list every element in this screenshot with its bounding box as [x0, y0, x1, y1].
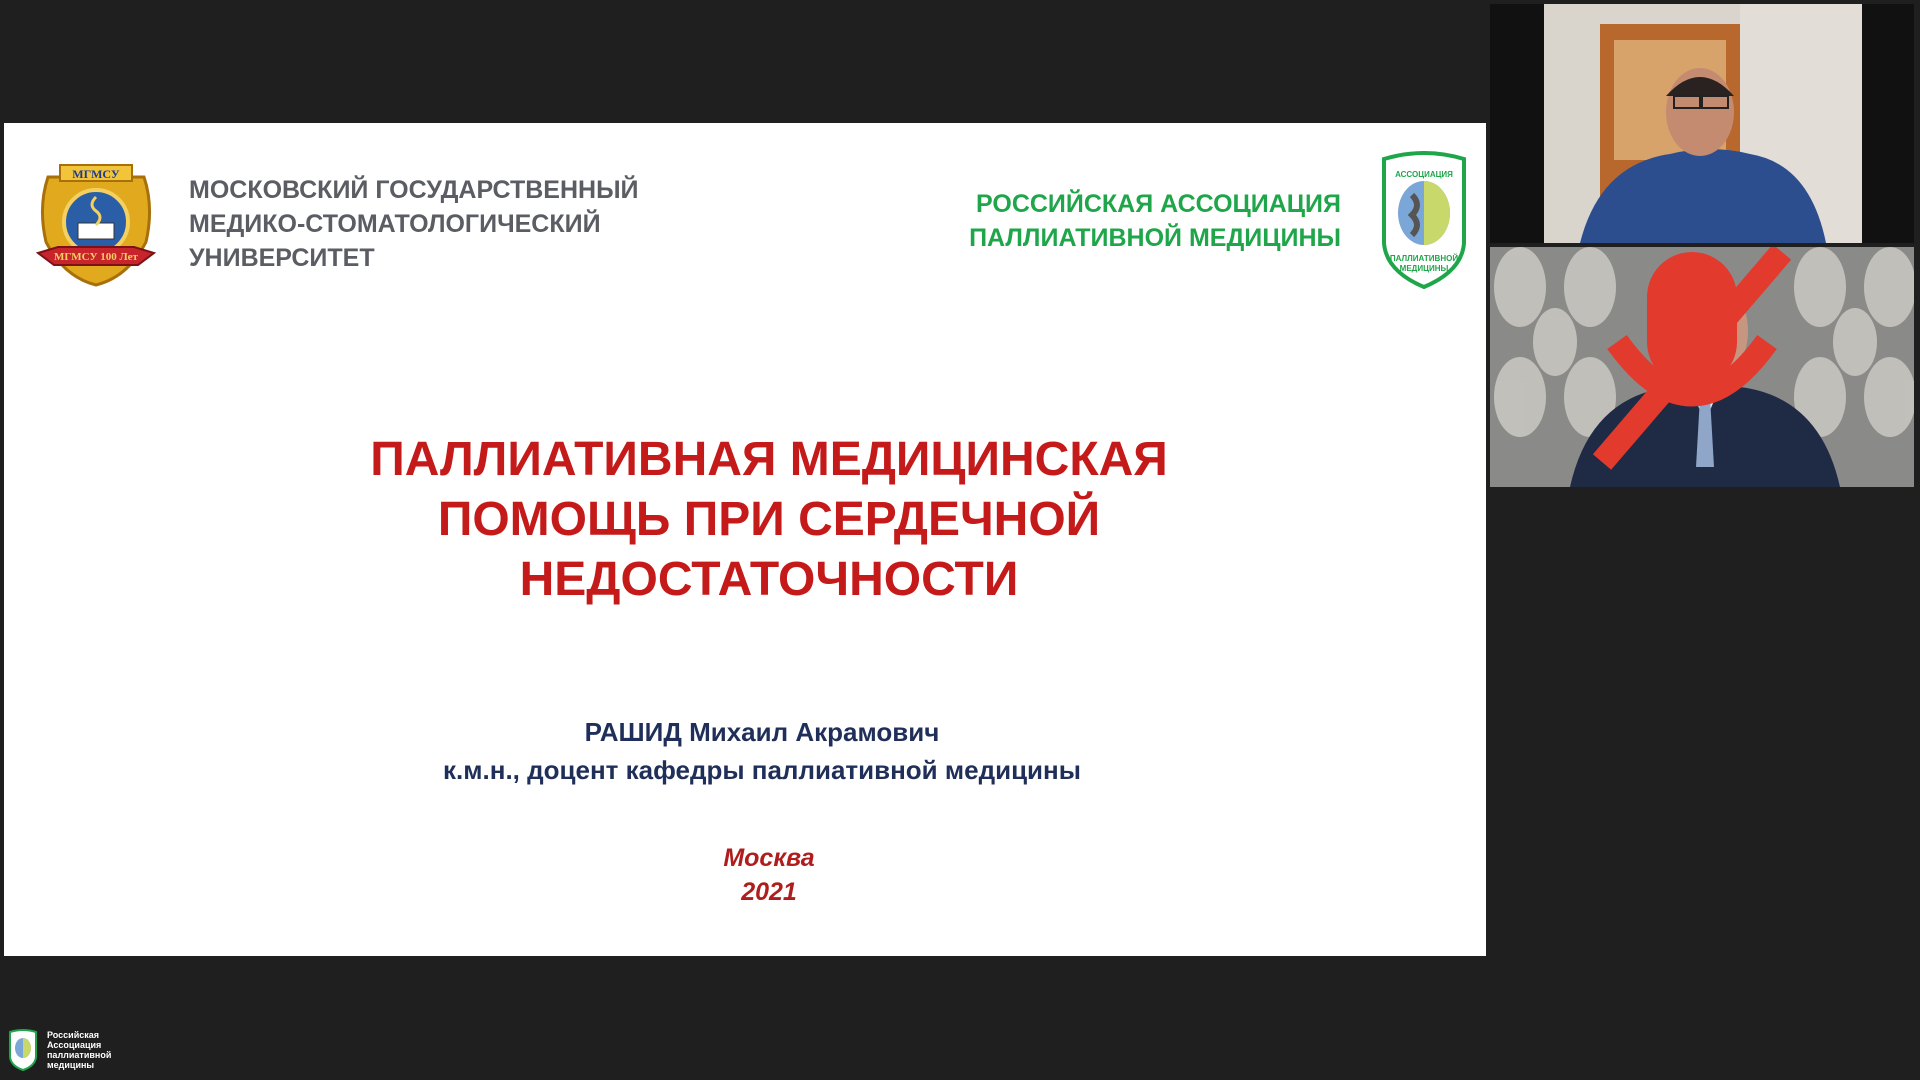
association-watermark-text: [47, 1030, 111, 1070]
author-position: к.м.н., доцент кафедры паллиативной медицины: [443, 755, 1081, 785]
shield-bottom-text-2: МЕДИЦИНЫ: [1399, 264, 1449, 273]
author-name: РАШИД Михаил Акрамович: [584, 717, 940, 747]
university-name-line-1: МОСКОВСКИЙ ГОСУДАРСТВЕННЫЙ: [189, 176, 639, 204]
shield-top-text: АССОЦИАЦИЯ: [1395, 170, 1453, 179]
watermark-line-1: Российская: [47, 1030, 100, 1040]
title-line-1: ПАЛЛИАТИВНАЯ МЕДИЦИНСКАЯ: [370, 433, 1168, 486]
crest-top-text: МГМСУ: [72, 167, 120, 181]
watermark-line-3: паллиативной: [47, 1050, 112, 1060]
association-name-line-1: РОССИЙСКАЯ АССОЦИАЦИЯ: [976, 190, 1341, 218]
place-and-year: [4, 841, 1486, 909]
participant-video-tile-2[interactable]: [1490, 247, 1914, 487]
participant-video-1: [1490, 4, 1914, 243]
shield-bottom-text-1: ПАЛЛИАТИВНОЙ: [1389, 254, 1459, 263]
shared-slide: [4, 123, 1486, 956]
association-name: [969, 187, 1341, 255]
university-crest-logo: [34, 137, 158, 287]
presentation-title: [4, 430, 1486, 610]
association-name-line-2: ПАЛЛИАТИВНОЙ МЕДИЦИНЫ: [969, 224, 1341, 252]
association-watermark-logo: [8, 1029, 38, 1071]
watermark-line-4: медицины: [47, 1060, 95, 1070]
author-block: [4, 713, 1486, 789]
crest-ribbon-text: МГМСУ 100 Лет: [54, 251, 138, 263]
title-line-2: ПОМОЩЬ ПРИ СЕРДЕЧНОЙ: [437, 493, 1101, 546]
city: Москва: [723, 844, 815, 872]
university-name-line-2: МЕДИКО-СТОМАТОЛОГИЧЕСКИЙ: [189, 210, 601, 238]
title-line-3: НЕДОСТАТОЧНОСТИ: [519, 553, 1019, 606]
university-name: [189, 173, 639, 275]
association-shield-logo: [1378, 151, 1470, 291]
year: 2021: [741, 878, 797, 906]
association-watermark: [8, 1028, 111, 1072]
watermark-line-2: Ассоциация: [47, 1040, 102, 1050]
university-name-line-3: УНИВЕРСИТЕТ: [189, 244, 375, 272]
mic-muted-icon: [1490, 247, 1904, 477]
participant-video-tile-1[interactable]: [1490, 4, 1914, 243]
